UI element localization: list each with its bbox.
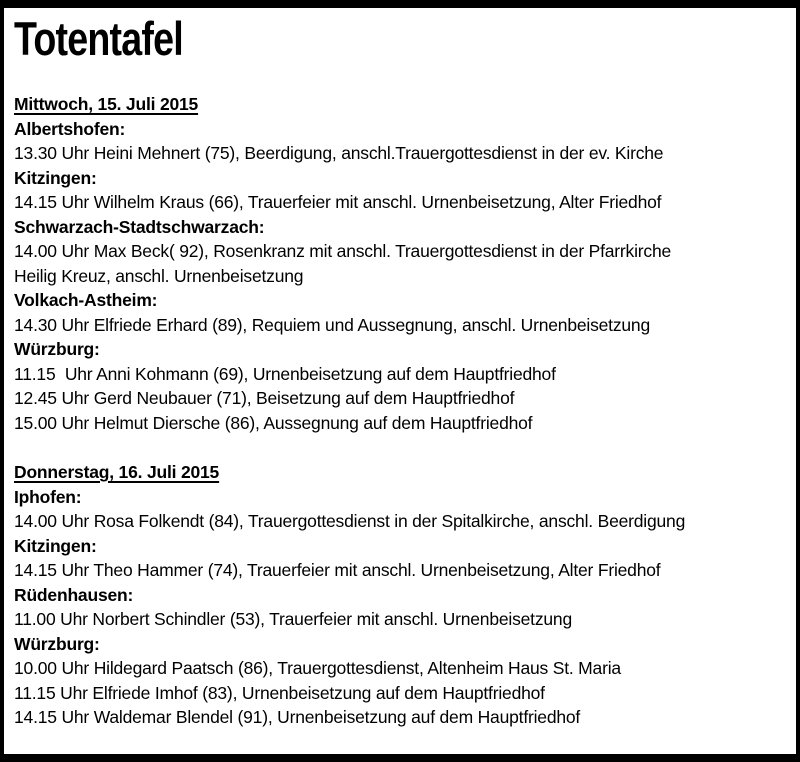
location-heading: Iphofen:	[14, 486, 82, 507]
entry-line: 14.15 Uhr Waldemar Blendel (91), Urnenbeisetzung auf dem Hauptfriedhof	[14, 707, 581, 727]
entry-line: 14.30 Uhr Elfriede Erhard (89), Requiem und Aussegnung, anschl. Urnenbeisetzung	[14, 314, 650, 335]
location-heading: Albertshofen:	[14, 118, 126, 139]
date-heading: Mittwoch, 15. Juli 2015	[14, 94, 199, 114]
entry-line: 14.15 Uhr Wilhelm Kraus (66), Trauerfeier mit anschl. Urnenbeisetzung, Alter Friedhof	[14, 192, 662, 212]
entry-line: 14.00 Uhr Max Beck( 92), Rosenkranz mit anschl. Trauergottesdienst in der Pfarrkirche	[14, 241, 672, 261]
location-heading: Würzburg:	[14, 633, 100, 654]
date-section	[14, 460, 786, 730]
entry-line: 14.00 Uhr Rosa Folkendt (84), Trauergottesdienst in der Spitalkirche, anschl. Beerdigung	[14, 511, 686, 531]
entry-line: 11.15 Uhr Anni Kohmann (69), Urnenbeisetzung auf dem Hauptfriedhof	[14, 363, 556, 384]
entry-line: 14.15 Uhr Theo Hammer (74), Trauerfeier mit anschl. Urnenbeisetzung, Alter Friedhof	[14, 560, 661, 580]
page-content	[4, 8, 796, 730]
entry-line: 10.00 Uhr Hildegard Paatsch (86), Trauergottesdienst, Altenheim Haus St. Maria	[14, 658, 621, 678]
entry-line: Heilig Kreuz, anschl. Urnenbeisetzung	[14, 265, 304, 286]
date-section	[14, 92, 786, 435]
location-heading: Volkach-Astheim:	[14, 290, 158, 310]
location-heading: Kitzingen:	[14, 535, 97, 556]
date-heading: Donnerstag, 16. Juli 2015	[14, 462, 220, 482]
page-title: Totentafel	[14, 12, 183, 65]
entry-line: 13.30 Uhr Heini Mehnert (75), Beerdigung, anschl.Trauergottesdienst in der ev. Kirche	[14, 143, 664, 163]
entry-line: 11.00 Uhr Norbert Schindler (53), Trauerfeier mit anschl. Urnenbeisetzung	[14, 609, 572, 629]
sections	[14, 92, 786, 730]
location-heading: Schwarzach-Stadtschwarzach:	[14, 216, 265, 237]
location-heading: Würzburg:	[14, 339, 100, 359]
entry-line: 11.15 Uhr Elfriede Imhof (83), Urnenbeisetzung auf dem Hauptfriedhof	[14, 682, 545, 703]
location-heading: Kitzingen:	[14, 167, 97, 188]
entry-line: 15.00 Uhr Helmut Diersche (86), Aussegnung auf dem Hauptfriedhof	[14, 412, 533, 433]
location-heading: Rüdenhausen:	[14, 584, 134, 605]
entry-line: 12.45 Uhr Gerd Neubauer (71), Beisetzung auf dem Hauptfriedhof	[14, 388, 515, 408]
